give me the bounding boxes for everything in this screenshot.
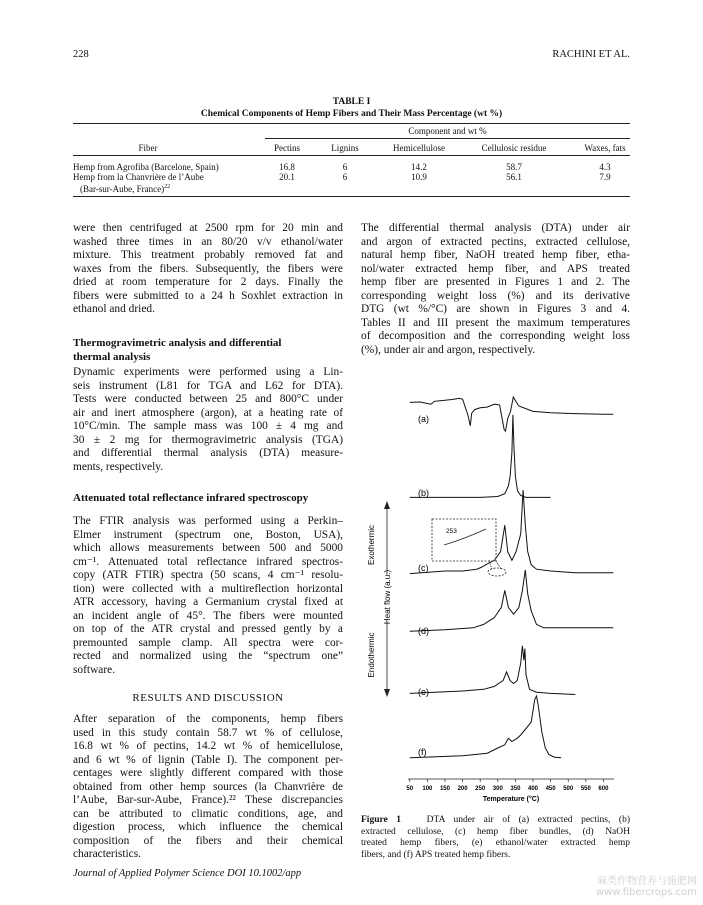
text-line: hemp fiber are presented in Figures 1 and 2. The xyxy=(361,276,630,288)
text-line: fibers were submitted to a 24 h Soxhlet extraction in xyxy=(73,289,343,302)
table-cell: 58.7 xyxy=(506,162,522,172)
table-row-2-fiber-cont: (Bar-sur-Aube, France)$^{22}$ xyxy=(80,184,171,194)
running-head: RACHINI ET AL. xyxy=(552,49,630,60)
text-line: software. xyxy=(73,663,116,676)
text-line: ments, respectively. xyxy=(73,460,164,473)
heading-tga-dta: Thermogravimetric analysis and differential thermal analysis xyxy=(73,337,282,363)
table-column-header: Lignins xyxy=(331,143,359,153)
watermark: 麻类作物营养与施肥网 www.fibercrops.com xyxy=(595,876,697,898)
heading-results: RESULTS AND DISCUSSION xyxy=(132,692,284,704)
zoom-ellipse xyxy=(488,568,506,576)
table-column-header: Pectins xyxy=(274,143,300,153)
text-line: tion) were collected with a multireflection horizontal xyxy=(73,582,343,595)
table-cell: 6 xyxy=(342,172,348,182)
table-cell: 20.1 xyxy=(279,172,295,182)
series-line xyxy=(410,397,614,431)
text-line: centages were slightly different compared with those xyxy=(73,767,343,779)
series-label: (a) xyxy=(418,414,429,424)
text-line: mixture. This treatment probably removed fat and xyxy=(73,249,343,261)
series-line xyxy=(410,415,551,498)
table-cell: 56.1 xyxy=(506,172,522,182)
text-line: copy (ATR FTIR) spectra (50 scans, 4 cm⁻¹ resolu- xyxy=(73,569,343,581)
y-arrow-down-icon xyxy=(384,689,390,697)
x-tick-label: 550 xyxy=(580,786,591,792)
text-line: used in this study contain 58.7 wt % of cellulose, xyxy=(73,726,343,739)
text-line: nol/water extracted hemp fiber, and APS treated xyxy=(361,262,630,275)
y-axis-label: Heat flow (a.u.) xyxy=(383,569,392,625)
text-line: Dynamic experiments were performed using a Lin- xyxy=(73,366,343,378)
series-line xyxy=(410,646,576,695)
text-line: The differential thermal analysis (DTA) under air xyxy=(361,222,630,234)
text-line: Elmer instrument (spectrum one, Boston, USA), xyxy=(73,528,343,541)
series-label: (b) xyxy=(418,488,429,498)
x-tick-label: 400 xyxy=(528,786,539,792)
table-row-2-fiber: Hemp from la Chanvrière de l’Aube xyxy=(73,172,204,182)
text-line: an incident angle of 45°. The fibers were mounted xyxy=(73,609,343,622)
table-cell: 7.9 xyxy=(599,172,611,182)
text-line: corresponding weight loss (%) and its derivative xyxy=(361,289,630,302)
x-tick-label: 500 xyxy=(563,786,574,792)
left-para-2 xyxy=(73,366,343,474)
text-line: of decomposition and the corresponding weight loss xyxy=(361,330,630,342)
series-label: (c) xyxy=(418,563,429,573)
table-cell: 10.9 xyxy=(411,172,427,182)
text-line: and differential thermal analysis (DTA) measure- xyxy=(73,447,343,459)
text-line: dried at room temperature for 2 days. Finally the xyxy=(73,276,343,288)
text-line: seis instrument (L81 for TGA and L62 for DTA). xyxy=(73,379,343,392)
text-line: Tables II and III present the maximum temperatures xyxy=(361,316,630,329)
table-header-rule xyxy=(73,155,630,156)
text-line: ethanol and dried. xyxy=(73,303,155,315)
table-label: TABLE I xyxy=(332,97,371,107)
text-line: composition of the fibers and their chemical xyxy=(73,834,343,847)
text-line: l’Aube, Bar-sur-Aube, France).²² These discrepancies xyxy=(73,794,343,806)
text-line: waxes from the fibers. Subsequently, the fibers were xyxy=(73,262,343,275)
page-number: 228 xyxy=(73,49,89,60)
text-line: 30 ± 2 mg for thermogravimetric analysis (TGA) xyxy=(73,433,343,446)
inset-label: 253 xyxy=(446,528,457,535)
text-line: 10°C/min. The sample mass was 100 ± 4 mg and xyxy=(73,420,343,432)
text-line: premounted sample clamp. All spectra were cor- xyxy=(73,636,343,649)
table-title: Chemical Components of Hemp Fibers and Their Mass Percentage (wt %) xyxy=(200,109,503,119)
text-line: digestion process, which influence the chemical xyxy=(73,821,343,833)
x-axis-label: Temperature (°C) xyxy=(482,796,540,803)
text-line: were then centrifuged at 2500 rpm for 20 min and xyxy=(73,222,343,234)
table-column-header: Cellulosic residue xyxy=(481,143,547,153)
text-line: can be attributed to climatic conditions, age, and xyxy=(73,807,343,820)
text-line: on top of the ATR crystal and pressed gently by a xyxy=(73,623,343,635)
text-line: washed three times in an 80/20 v/v ethanol/water xyxy=(73,235,343,248)
text-line: and 6 wt % of lignin (Table I). The component per- xyxy=(73,753,343,766)
left-para-3 xyxy=(73,515,343,677)
x-tick-label: 300 xyxy=(492,786,503,792)
text-line: ATR accessory, having a Germanium crystal fixed at xyxy=(73,596,343,608)
left-para-1 xyxy=(73,222,343,317)
table-column-header: Hemicellulose xyxy=(393,143,445,153)
x-tick-label: 200 xyxy=(457,786,468,792)
text-line: After separation of the components, hemp fibers xyxy=(73,713,343,725)
x-tick-label: 250 xyxy=(475,786,486,792)
table-bottom-rule xyxy=(73,196,630,197)
table-cell: 16.8 xyxy=(279,162,295,172)
text-line: DTG (wt %/°C) are shown in Figures 3 and 4. xyxy=(361,303,630,315)
x-tick-label: 600 xyxy=(598,786,609,792)
text-line: characteristics. xyxy=(73,848,141,860)
series-line xyxy=(410,696,561,758)
text-line: which allows measurements between 500 and 5000 xyxy=(73,542,343,554)
endothermic-label: Endothermic xyxy=(367,632,376,678)
dta-figure xyxy=(360,395,630,810)
text-line: cm⁻¹. Attenuated total reflectance infrared spectros- xyxy=(73,555,343,568)
text-line: Tests were conducted between 25 and 800°C under xyxy=(73,393,343,405)
x-tick-label: 450 xyxy=(545,786,556,792)
text-line: rected and normalized using the “spectrum one” xyxy=(73,650,343,662)
table-stub-header: Fiber xyxy=(138,143,158,153)
x-tick-label: 50 xyxy=(406,786,414,792)
y-arrow-up-icon xyxy=(384,501,390,509)
text-line: natural hemp fiber, NaOH treated hemp fiber, etha- xyxy=(361,249,630,261)
table-row-1-fiber: Hemp from Agrofiba (Barcelone, Spain) xyxy=(73,162,219,172)
journal-footer: Journal of Applied Polymer Science DOI 10.1002/app xyxy=(73,868,302,879)
text-line: air and inert atmosphere (argon), at a heating rate of xyxy=(73,406,343,419)
table-column-header: Waxes, fats xyxy=(584,143,626,153)
table-group-header: Component and wt % xyxy=(408,126,487,136)
series-label: (d) xyxy=(418,626,429,636)
right-para-1 xyxy=(361,222,630,357)
text-line: The FTIR analysis was performed using a Perkin– xyxy=(73,515,343,527)
x-tick-label: 350 xyxy=(510,786,521,792)
table-cell: 14.2 xyxy=(411,162,427,172)
x-tick-label: 150 xyxy=(439,786,450,792)
figure-caption: Figure 1 DTA under air of (a) extracted pectins, (b) extracted cellulose, (c) hemp fiber bundles, (d) NaOH treated hemp fibers, (e) ethanol/water extracted hemp fibers, and (f) APS treated hemp fibers. xyxy=(361,815,630,860)
series-label: (e) xyxy=(418,687,429,697)
heading-atr: Attenuated total reflectance infrared spectroscopy xyxy=(73,492,309,504)
table-cell: 4.3 xyxy=(599,162,611,172)
table-group-rule xyxy=(265,138,630,139)
exothermic-label: Exothermic xyxy=(367,524,376,566)
text-line: obtained from other hemp sources (la Chanvrière de xyxy=(73,780,343,793)
x-tick-label: 100 xyxy=(422,786,433,792)
table-top-rule xyxy=(73,123,630,124)
left-para-4 xyxy=(73,713,343,862)
series-label: (f) xyxy=(418,747,427,757)
series-line xyxy=(410,570,614,631)
table-cell: 6 xyxy=(342,162,348,172)
inset-box xyxy=(432,519,496,561)
text-line: (%), under air and argon, respectively. xyxy=(361,343,536,356)
text-line: 16.8 wt % of pectins, 14.2 wt % of hemicellulose, xyxy=(73,740,343,752)
text-line: and argon of extracted pectins, extracted cellulose, xyxy=(361,235,630,248)
